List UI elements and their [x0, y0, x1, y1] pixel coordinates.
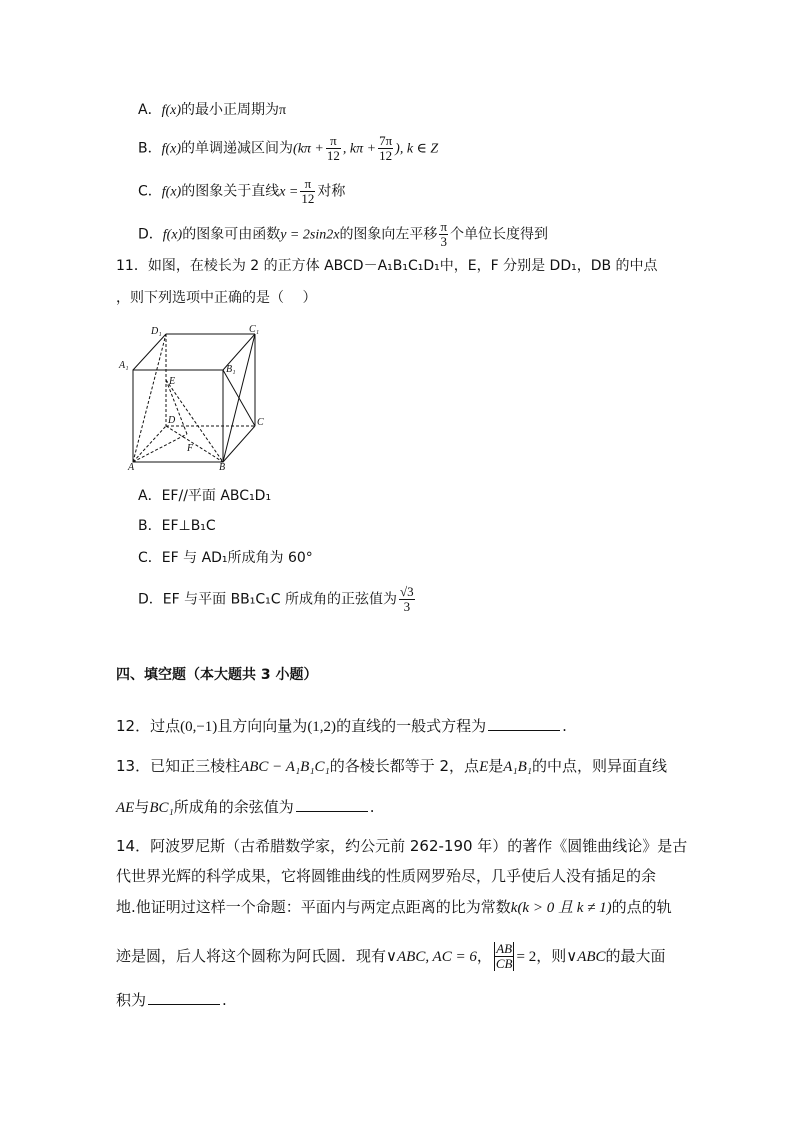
q14-line4: 迹是圆，后人将这个圆称为阿氏圆．现有∨ABC, AC = 6， $\frac{AB}{CB}$ = 2，则∨ABC的最大面: [116, 941, 666, 971]
q13-line1: 13．已知正三棱柱ABC − A₁B₁C₁的各棱长都等于 2，点E是A₁B₁的中点，则异面直线: [116, 757, 668, 775]
q12: 12．过点(0,−1)且方向向量为(1,2)的直线的一般式方程为 .: [116, 717, 567, 735]
q10-option-b: B．f(x)的单调递减区间为(kπ + $\frac{\pi}{12}$ , kπ + $\frac{7\pi}{12}$ ), k ∈ Z: [138, 133, 439, 163]
section-heading: 四、填空题（本大题共 3 小题）: [116, 667, 318, 683]
label-f: F: [187, 443, 194, 454]
label-d1: D₁: [151, 326, 162, 337]
label-c1: C₁: [249, 324, 260, 335]
q13-line2: AE与BC₁所成角的余弦值为 .: [116, 798, 375, 816]
answer-blank[interactable]: [296, 797, 368, 812]
q11-option-c: C．EF 与 AD₁所成角为 60°: [138, 550, 313, 566]
label-b1: B₁: [226, 364, 236, 375]
q14-line5: 积为 .: [116, 991, 227, 1009]
label-c: C: [257, 417, 264, 428]
label-e: E: [169, 376, 176, 387]
answer-blank[interactable]: [148, 990, 220, 1005]
q14-line3: 地.他证明过这样一个命题：平面内与两定点距离的比为常数k(k > 0 且 k ≠ 1)的点的轨: [116, 898, 672, 916]
q14-line1: 14．阿波罗尼斯（古希腊数学家，约公元前 262-190 年）的著作《圆锥曲线论》是古: [116, 837, 688, 855]
q10-option-d: D．f(x)的图象可由函数y = 2sin2x的图象向左平移 $\frac{\pi}{3}$ 个单位长度得到: [138, 219, 549, 249]
fraction: $\frac{\pi}{12}$: [326, 133, 340, 163]
q11-option-b: B．EF⊥B₁C: [138, 518, 216, 534]
cube-figure: [115, 322, 275, 472]
fraction: $\frac{\pi}{3}$: [440, 219, 448, 249]
label-d: D: [168, 415, 176, 426]
fraction: $\frac{AB}{CB}$: [495, 941, 513, 971]
label-a1: A₁: [119, 360, 129, 371]
label-a: A: [128, 462, 135, 472]
label-b: B: [219, 462, 226, 472]
q11-stem-line2: ，则下列选项中正确的是（ ）: [116, 290, 317, 306]
fraction: $\frac{\pi}{12}$: [301, 176, 315, 206]
q10-option-c: C．f(x)的图象关于直线x = $\frac{\pi}{12}$ 对称: [138, 176, 346, 206]
fraction: $\frac{7\pi}{12}$: [379, 133, 393, 163]
q11-stem-line1: 11．如图，在棱长为 2 的正方体 ABCD－A₁B₁C₁D₁中，E，F 分别是 DD₁，DB 的中点: [116, 258, 658, 274]
fraction: $\frac{√3}{3}$: [400, 584, 414, 614]
q11-option-a: A．EF//平面 ABC₁D₁: [138, 488, 272, 504]
answer-blank[interactable]: [488, 716, 560, 731]
q10-option-a: A．f(x)的最小正周期为π: [138, 102, 287, 118]
q11-option-d: D．EF 与平面 BB₁C₁C 所成角的正弦值为 $\frac{√3}{3}$: [138, 584, 414, 614]
q14-line2: 代世界光辉的科学成果，它将圆锥曲线的性质网罗殆尽，几乎使后人没有插足的余: [116, 867, 657, 885]
